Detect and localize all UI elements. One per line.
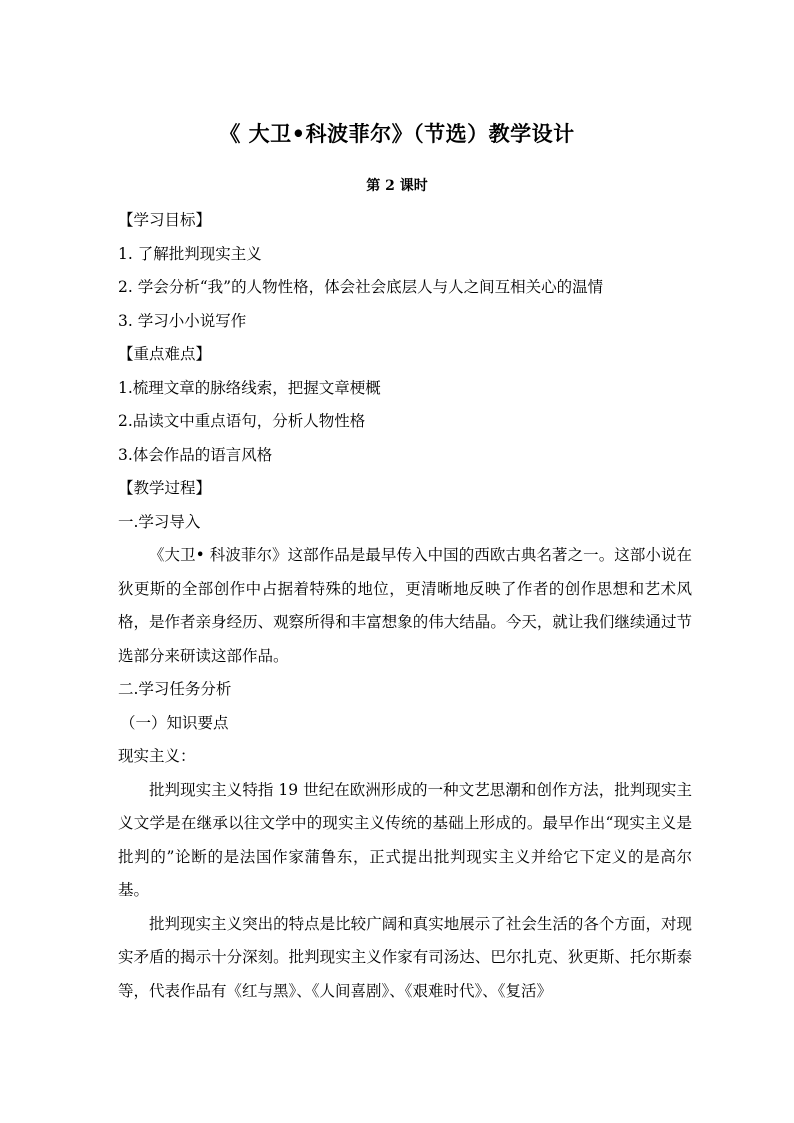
key-point-item-3: 3.体会作品的语言风格 bbox=[118, 445, 273, 464]
knowledge-points-heading: （一）知识要点 bbox=[120, 713, 229, 732]
realism-paragraph-2: 批判现实主义突出的特点是比较广阔和真实地展示了社会生活的各个方面，对现实矛盾的揭示十分深刻。批判现实主义作家有司汤达、巴尔扎克、狄更斯、托尔斯泰等，代表作品有《红与黑》、《人间喜剧》、《艰难时代》、《复活》 bbox=[118, 914, 692, 1000]
realism-paragraph-1: 批判现实主义特指 19 世纪在欧洲形成的一种文艺思潮和创作方法，批判现实主义文学是在继承以往文学中的现实主义传统的基础上形成的。最早作出“现实主义是批判的”论断的是法国作家蒲鲁东，正式提出批判现实主义并给它下定义的是高尔基。 bbox=[118, 780, 692, 899]
part2-heading: 二.学习任务分析 bbox=[118, 680, 232, 698]
goal-item-2: 2. 学会分析“我”的人物性格，体会社会底层人与人之间互相关心的温情 bbox=[118, 278, 604, 296]
goal-item-1: 1. 了解批判现实主义 bbox=[118, 244, 262, 263]
document-title: 《 大卫•科波菲尔》（节选）教学设计 bbox=[219, 121, 575, 146]
part1-heading: 一.学习导入 bbox=[118, 512, 201, 531]
realism-label: 现实主义： bbox=[118, 747, 196, 765]
key-points-heading: 【重点难点】 bbox=[118, 345, 212, 363]
process-heading: 【教学过程】 bbox=[118, 479, 212, 497]
goal-item-3: 3. 学习小小说写作 bbox=[118, 311, 247, 330]
intro-paragraph: 《大卫• 科波菲尔》这部作品是最早传入中国的西欧古典名著之一。这部小说在狄更斯的全部创作中占据着特殊的地位，更清晰地反映了作者的创作思想和艺术风格，是作者亲身经历、观察所得和丰富想象的伟大结晶。今天，就让我们继续通过节选部分来研读这部作品。 bbox=[118, 546, 692, 665]
lesson-subtitle: 第 2 课时 bbox=[366, 178, 428, 194]
document-body bbox=[118, 204, 692, 1008]
goals-heading: 【学习目标】 bbox=[118, 211, 212, 229]
key-point-item-1: 1.梳理文章的脉络线索，把握文章梗概 bbox=[118, 378, 381, 397]
key-point-item-2: 2.品读文中重点语句，分析人物性格 bbox=[118, 412, 366, 430]
